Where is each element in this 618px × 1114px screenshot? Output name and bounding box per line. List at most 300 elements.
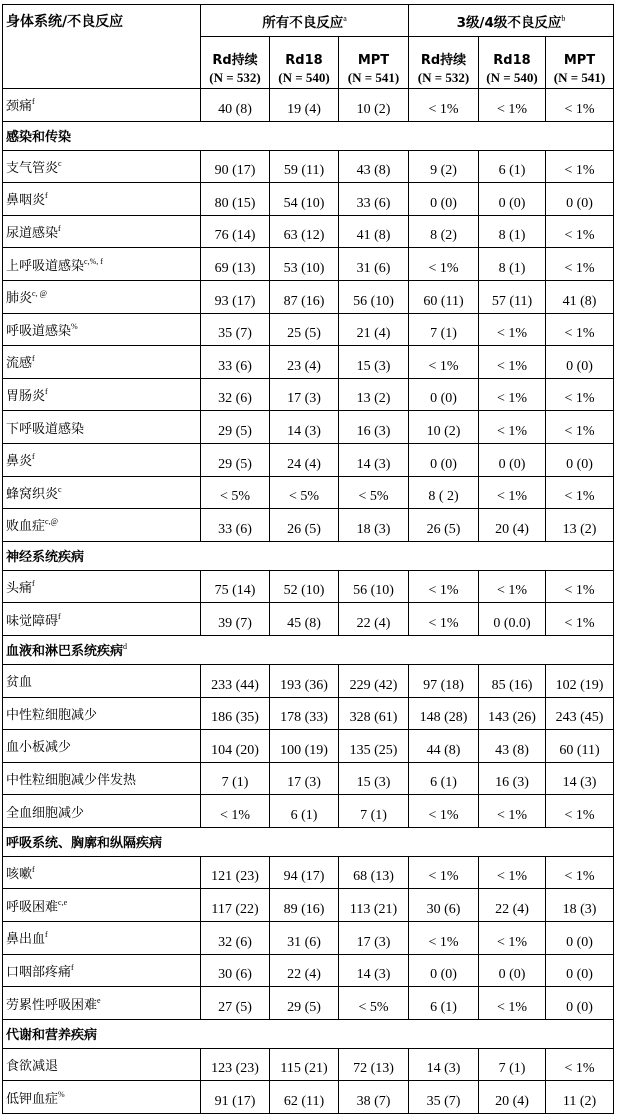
- column-name: MPT: [563, 53, 596, 68]
- value-cell: 29 (5): [201, 411, 270, 444]
- column-header: [270, 37, 339, 89]
- value-cell: 75 (14): [201, 570, 270, 603]
- value-cell: 56 (10): [339, 280, 409, 313]
- value-cell: 68 (13): [339, 856, 409, 889]
- value-cell: 21 (4): [339, 313, 409, 346]
- value-cell: 22 (4): [270, 954, 339, 987]
- section-header-row: [3, 635, 614, 664]
- footnote-marker: f: [32, 452, 35, 462]
- section-label: 感染和传染: [6, 130, 72, 146]
- column-header: [546, 37, 614, 89]
- value-cell: 76 (14): [201, 215, 270, 248]
- value-cell: < 1%: [546, 795, 614, 828]
- value-cell: 54 (10): [270, 183, 339, 216]
- table-row: [3, 603, 614, 636]
- value-cell: 0 (0): [409, 954, 479, 987]
- table-row: [3, 954, 614, 987]
- adverse-reaction-name: [3, 443, 201, 476]
- header-row-groups: [3, 5, 614, 37]
- footnote-marker: f: [32, 865, 35, 875]
- value-cell: 22 (4): [339, 603, 409, 636]
- table-row: [3, 280, 614, 313]
- value-cell: 121 (23): [201, 856, 270, 889]
- value-cell: 7 (1): [339, 795, 409, 828]
- adverse-reaction-name: [3, 215, 201, 248]
- footnote-marker: c,@: [45, 517, 58, 527]
- adverse-reaction-label: 贫血: [6, 675, 33, 691]
- value-cell: 0 (0): [409, 183, 479, 216]
- value-cell: 16 (3): [479, 762, 546, 795]
- value-cell: 80 (15): [201, 183, 270, 216]
- section-header-row: [3, 827, 614, 856]
- section-label: 呼吸系统、胸廓和纵隔疾病: [6, 836, 163, 852]
- footnote-marker: c: [58, 158, 62, 168]
- value-cell: 10 (2): [409, 411, 479, 444]
- adverse-reaction-name: [3, 762, 201, 795]
- adverse-reaction-name: [3, 954, 201, 987]
- adverse-reaction-name: [3, 476, 201, 509]
- value-cell: 113 (21): [339, 889, 409, 922]
- table-row: [3, 889, 614, 922]
- adverse-reaction-label: 支气管炎: [6, 160, 59, 176]
- value-cell: 56 (10): [339, 570, 409, 603]
- value-cell: 43 (8): [339, 150, 409, 183]
- value-cell: < 1%: [409, 570, 479, 603]
- value-cell: < 1%: [479, 856, 546, 889]
- adverse-reaction-label: 全血细胞减少: [6, 805, 85, 821]
- table-row: [3, 150, 614, 183]
- adverse-reaction-label: 呼吸道感染: [6, 323, 72, 339]
- adverse-reaction-label: 咳嗽: [6, 867, 33, 883]
- value-cell: 41 (8): [546, 280, 614, 313]
- column-n: (N = 532): [209, 70, 261, 85]
- value-cell: 35 (7): [201, 313, 270, 346]
- section-header-row: [3, 1019, 614, 1048]
- column-name: Rd18: [493, 53, 531, 68]
- value-cell: 14 (3): [409, 1048, 479, 1081]
- value-cell: 8 ( 2): [409, 476, 479, 509]
- section-title: [3, 541, 614, 570]
- adverse-reaction-label: 中性粒细胞减少伴发热: [6, 772, 137, 788]
- column-header: [479, 37, 546, 89]
- value-cell: 44 (8): [409, 730, 479, 763]
- column-n: (N = 540): [486, 70, 538, 85]
- value-cell: < 5%: [270, 476, 339, 509]
- footnote-marker: c,%, f: [84, 256, 103, 266]
- value-cell: 18 (3): [546, 889, 614, 922]
- value-cell: < 1%: [546, 150, 614, 183]
- value-cell: < 1%: [546, 1048, 614, 1081]
- value-cell: < 1%: [479, 313, 546, 346]
- footnote-marker: f: [45, 191, 48, 201]
- column-n: (N = 540): [278, 70, 330, 85]
- value-cell: 0 (0): [479, 183, 546, 216]
- adverse-reaction-name: [3, 313, 201, 346]
- value-cell: < 1%: [409, 89, 479, 122]
- value-cell: < 1%: [546, 89, 614, 122]
- value-cell: 63 (12): [270, 215, 339, 248]
- value-cell: 193 (36): [270, 664, 339, 697]
- adverse-reactions-table: [2, 4, 614, 1114]
- column-header: [201, 37, 270, 89]
- value-cell: 35 (7): [409, 1081, 479, 1114]
- column-n: (N = 541): [553, 70, 606, 85]
- adverse-reaction-name: [3, 248, 201, 281]
- value-cell: 17 (3): [270, 762, 339, 795]
- value-cell: 89 (16): [270, 889, 339, 922]
- value-cell: 148 (28): [409, 697, 479, 730]
- value-cell: < 1%: [479, 89, 546, 122]
- value-cell: 23 (4): [270, 346, 339, 379]
- column-header: [339, 37, 409, 89]
- value-cell: 59 (11): [270, 150, 339, 183]
- value-cell: < 1%: [479, 476, 546, 509]
- column-n: (N = 541): [347, 70, 400, 85]
- table-row: [3, 795, 614, 828]
- value-cell: 69 (13): [201, 248, 270, 281]
- adverse-reaction-name: [3, 1081, 201, 1114]
- value-cell: < 1%: [479, 987, 546, 1020]
- value-cell: < 1%: [479, 378, 546, 411]
- value-cell: 328 (61): [339, 697, 409, 730]
- value-cell: 123 (23): [201, 1048, 270, 1081]
- table-row: [3, 346, 614, 379]
- value-cell: 60 (11): [409, 280, 479, 313]
- adverse-reaction-name: [3, 89, 201, 122]
- table-row: [3, 89, 614, 122]
- footnote-marker: f: [32, 579, 35, 589]
- value-cell: 30 (6): [201, 954, 270, 987]
- group-all-label: 所有不良反应: [262, 14, 344, 31]
- table-row: [3, 411, 614, 444]
- value-cell: 178 (33): [270, 697, 339, 730]
- value-cell: 97 (18): [409, 664, 479, 697]
- adverse-reaction-label: 呼吸困难: [6, 899, 59, 915]
- value-cell: 8 (2): [409, 215, 479, 248]
- section-title: [3, 1019, 614, 1048]
- table-row: [3, 215, 614, 248]
- adverse-reaction-label: 胃肠炎: [6, 389, 46, 405]
- value-cell: 41 (8): [339, 215, 409, 248]
- adverse-reaction-name: [3, 730, 201, 763]
- value-cell: 30 (6): [409, 889, 479, 922]
- value-cell: < 1%: [479, 346, 546, 379]
- adverse-reaction-label: 尿道感染: [6, 226, 59, 242]
- footnote-marker: f: [45, 930, 48, 940]
- value-cell: 14 (3): [270, 411, 339, 444]
- section-title: [3, 121, 614, 150]
- adverse-reaction-label: 中性粒细胞减少: [6, 707, 98, 723]
- value-cell: 6 (1): [409, 762, 479, 795]
- column-name: Rd持续: [212, 53, 258, 68]
- value-cell: 15 (3): [339, 346, 409, 379]
- value-cell: 9 (2): [409, 150, 479, 183]
- footnote-marker: f: [58, 224, 61, 234]
- value-cell: 29 (5): [270, 987, 339, 1020]
- value-cell: 19 (4): [270, 89, 339, 122]
- value-cell: 100 (19): [270, 730, 339, 763]
- value-cell: 0 (0): [546, 922, 614, 955]
- value-cell: < 1%: [201, 795, 270, 828]
- footnote-marker: c, @: [32, 289, 47, 299]
- table-row: [3, 922, 614, 955]
- value-cell: 0 (0): [546, 954, 614, 987]
- value-cell: 57 (11): [479, 280, 546, 313]
- table-row: [3, 987, 614, 1020]
- table-row: [3, 443, 614, 476]
- adverse-reaction-label: 口咽部疼痛: [6, 964, 72, 980]
- value-cell: < 1%: [409, 603, 479, 636]
- adverse-reaction-name: [3, 889, 201, 922]
- column-n: (N = 532): [417, 70, 470, 85]
- value-cell: 15 (3): [339, 762, 409, 795]
- value-cell: < 1%: [546, 313, 614, 346]
- value-cell: 62 (11): [270, 1081, 339, 1114]
- value-cell: 11 (2): [546, 1081, 614, 1114]
- adverse-reaction-name: [3, 150, 201, 183]
- value-cell: 7 (1): [201, 762, 270, 795]
- value-cell: 7 (1): [479, 1048, 546, 1081]
- header-body-system: [3, 5, 201, 89]
- value-cell: < 1%: [409, 346, 479, 379]
- value-cell: 0 (0): [409, 378, 479, 411]
- value-cell: < 1%: [479, 922, 546, 955]
- adverse-reaction-label: 败血症: [6, 519, 46, 535]
- value-cell: 33 (6): [201, 509, 270, 542]
- value-cell: 85 (16): [479, 664, 546, 697]
- footnote-marker: %: [71, 321, 78, 331]
- value-cell: < 1%: [546, 476, 614, 509]
- value-cell: 33 (6): [201, 346, 270, 379]
- value-cell: < 1%: [409, 856, 479, 889]
- value-cell: 14 (3): [546, 762, 614, 795]
- adverse-reaction-name: [3, 1048, 201, 1081]
- value-cell: 17 (3): [270, 378, 339, 411]
- value-cell: 0 (0): [546, 183, 614, 216]
- value-cell: 143 (26): [479, 697, 546, 730]
- value-cell: 14 (3): [339, 443, 409, 476]
- value-cell: < 1%: [546, 570, 614, 603]
- adverse-reaction-label: 鼻出血: [6, 932, 46, 948]
- value-cell: < 1%: [546, 411, 614, 444]
- column-name: Rd持续: [420, 53, 467, 68]
- value-cell: 25 (5): [270, 313, 339, 346]
- section-label: 血液和淋巴系统疾病: [6, 644, 124, 660]
- value-cell: 94 (17): [270, 856, 339, 889]
- value-cell: 104 (20): [201, 730, 270, 763]
- adverse-reaction-name: [3, 570, 201, 603]
- group-g34-sup: b: [561, 13, 566, 23]
- value-cell: < 5%: [339, 476, 409, 509]
- footnote-marker: f: [71, 962, 74, 972]
- adverse-reaction-name: [3, 922, 201, 955]
- value-cell: 38 (7): [339, 1081, 409, 1114]
- value-cell: 102 (19): [546, 664, 614, 697]
- adverse-reaction-label: 低钾血症: [6, 1091, 59, 1107]
- section-title: [3, 635, 614, 664]
- value-cell: < 1%: [479, 411, 546, 444]
- table-row: [3, 509, 614, 542]
- column-header: [409, 37, 479, 89]
- value-cell: 8 (1): [479, 248, 546, 281]
- column-name: Rd18: [285, 53, 323, 68]
- value-cell: < 1%: [409, 922, 479, 955]
- value-cell: 22 (4): [479, 889, 546, 922]
- footnote-marker: f: [32, 97, 35, 107]
- group-g34-label: 3级/4级不良反应: [456, 14, 562, 31]
- adverse-reaction-name: [3, 664, 201, 697]
- value-cell: 7 (1): [409, 313, 479, 346]
- adverse-reaction-label: 劳累性呼吸困难: [6, 997, 98, 1013]
- section-title: [3, 827, 614, 856]
- adverse-reaction-label: 流感: [6, 356, 33, 372]
- value-cell: 0 (0): [479, 443, 546, 476]
- value-cell: 8 (1): [479, 215, 546, 248]
- value-cell: 14 (3): [339, 954, 409, 987]
- adverse-reaction-name: [3, 280, 201, 313]
- adverse-reaction-name: [3, 795, 201, 828]
- value-cell: 18 (3): [339, 509, 409, 542]
- value-cell: < 1%: [546, 215, 614, 248]
- value-cell: < 1%: [546, 248, 614, 281]
- value-cell: < 1%: [409, 795, 479, 828]
- value-cell: 52 (10): [270, 570, 339, 603]
- value-cell: 20 (4): [479, 1081, 546, 1114]
- value-cell: 39 (7): [201, 603, 270, 636]
- value-cell: 6 (1): [409, 987, 479, 1020]
- value-cell: 10 (2): [339, 89, 409, 122]
- value-cell: 229 (42): [339, 664, 409, 697]
- footnote-marker: f: [45, 387, 48, 397]
- header-grade34-adverse-reactions: [409, 5, 614, 37]
- value-cell: 13 (2): [339, 378, 409, 411]
- value-cell: 91 (17): [201, 1081, 270, 1114]
- value-cell: 31 (6): [339, 248, 409, 281]
- value-cell: < 1%: [479, 795, 546, 828]
- footnote-marker: f: [32, 354, 35, 364]
- value-cell: < 1%: [546, 378, 614, 411]
- table-row: [3, 183, 614, 216]
- value-cell: 24 (4): [270, 443, 339, 476]
- table-row: [3, 570, 614, 603]
- footnote-marker: c: [58, 484, 62, 494]
- value-cell: 26 (5): [270, 509, 339, 542]
- table-row: [3, 730, 614, 763]
- value-cell: 0 (0): [546, 346, 614, 379]
- footnote-marker: e: [97, 995, 101, 1005]
- value-cell: 90 (17): [201, 150, 270, 183]
- value-cell: 72 (13): [339, 1048, 409, 1081]
- table-row: [3, 313, 614, 346]
- value-cell: 43 (8): [479, 730, 546, 763]
- adverse-reaction-label: 血小板减少: [6, 740, 72, 756]
- value-cell: 0 (0.0): [479, 603, 546, 636]
- value-cell: 27 (5): [201, 987, 270, 1020]
- section-header-row: [3, 121, 614, 150]
- value-cell: 17 (3): [339, 922, 409, 955]
- group-all-sup: a: [343, 13, 347, 23]
- value-cell: 243 (45): [546, 697, 614, 730]
- value-cell: 186 (35): [201, 697, 270, 730]
- adverse-reaction-label: 味觉障碍: [6, 613, 59, 629]
- header-body-system-label: 身体系统/不良反应: [6, 14, 124, 30]
- table-row: [3, 664, 614, 697]
- footnote-marker: f: [58, 611, 61, 621]
- value-cell: < 1%: [546, 603, 614, 636]
- table-row: [3, 856, 614, 889]
- adverse-reaction-label: 蜂窝织炎: [6, 486, 59, 502]
- footnote-marker: d: [123, 642, 128, 652]
- value-cell: 6 (1): [270, 795, 339, 828]
- section-header-row: [3, 541, 614, 570]
- adverse-reaction-label: 头痛: [6, 581, 33, 597]
- value-cell: 29 (5): [201, 443, 270, 476]
- adverse-reaction-name: [3, 603, 201, 636]
- column-name: MPT: [357, 53, 390, 68]
- adverse-reaction-name: [3, 509, 201, 542]
- value-cell: 20 (4): [479, 509, 546, 542]
- footnote-marker: c,e: [58, 897, 68, 907]
- value-cell: 45 (8): [270, 603, 339, 636]
- adverse-reaction-name: [3, 346, 201, 379]
- value-cell: 31 (6): [270, 922, 339, 955]
- table-row: [3, 378, 614, 411]
- section-label: 代谢和营养疾病: [6, 1028, 98, 1044]
- adverse-reaction-label: 下呼吸道感染: [6, 421, 85, 437]
- value-cell: 32 (6): [201, 378, 270, 411]
- value-cell: 33 (6): [339, 183, 409, 216]
- value-cell: < 1%: [546, 856, 614, 889]
- value-cell: < 5%: [339, 987, 409, 1020]
- table-row: [3, 1081, 614, 1114]
- value-cell: 117 (22): [201, 889, 270, 922]
- section-label: 神经系统疾病: [6, 550, 85, 566]
- value-cell: 53 (10): [270, 248, 339, 281]
- adverse-reaction-label: 肺炎: [6, 291, 33, 307]
- value-cell: 16 (3): [339, 411, 409, 444]
- table-row: [3, 248, 614, 281]
- value-cell: 135 (25): [339, 730, 409, 763]
- value-cell: 0 (0): [479, 954, 546, 987]
- adverse-reaction-name: [3, 697, 201, 730]
- value-cell: 115 (21): [270, 1048, 339, 1081]
- value-cell: 32 (6): [201, 922, 270, 955]
- adverse-reaction-name: [3, 183, 201, 216]
- table-row: [3, 697, 614, 730]
- table-body: [3, 89, 614, 1114]
- adverse-reaction-label: 上呼吸道感染: [6, 258, 85, 274]
- value-cell: 0 (0): [546, 443, 614, 476]
- value-cell: 0 (0): [409, 443, 479, 476]
- value-cell: < 1%: [479, 570, 546, 603]
- value-cell: 60 (11): [546, 730, 614, 763]
- value-cell: 233 (44): [201, 664, 270, 697]
- adverse-reaction-label: 鼻炎: [6, 454, 33, 470]
- value-cell: 6 (1): [479, 150, 546, 183]
- adverse-reaction-name: [3, 411, 201, 444]
- value-cell: 87 (16): [270, 280, 339, 313]
- value-cell: 13 (2): [546, 509, 614, 542]
- table-row: [3, 1048, 614, 1081]
- adverse-reaction-label: 鼻咽炎: [6, 193, 46, 209]
- table-row: [3, 762, 614, 795]
- value-cell: 0 (0): [546, 987, 614, 1020]
- adverse-reaction-label: 颈痛: [6, 99, 33, 115]
- adverse-reaction-label: 食欲减退: [6, 1059, 59, 1075]
- value-cell: 93 (17): [201, 280, 270, 313]
- footnote-marker: %: [58, 1089, 65, 1099]
- adverse-reaction-name: [3, 378, 201, 411]
